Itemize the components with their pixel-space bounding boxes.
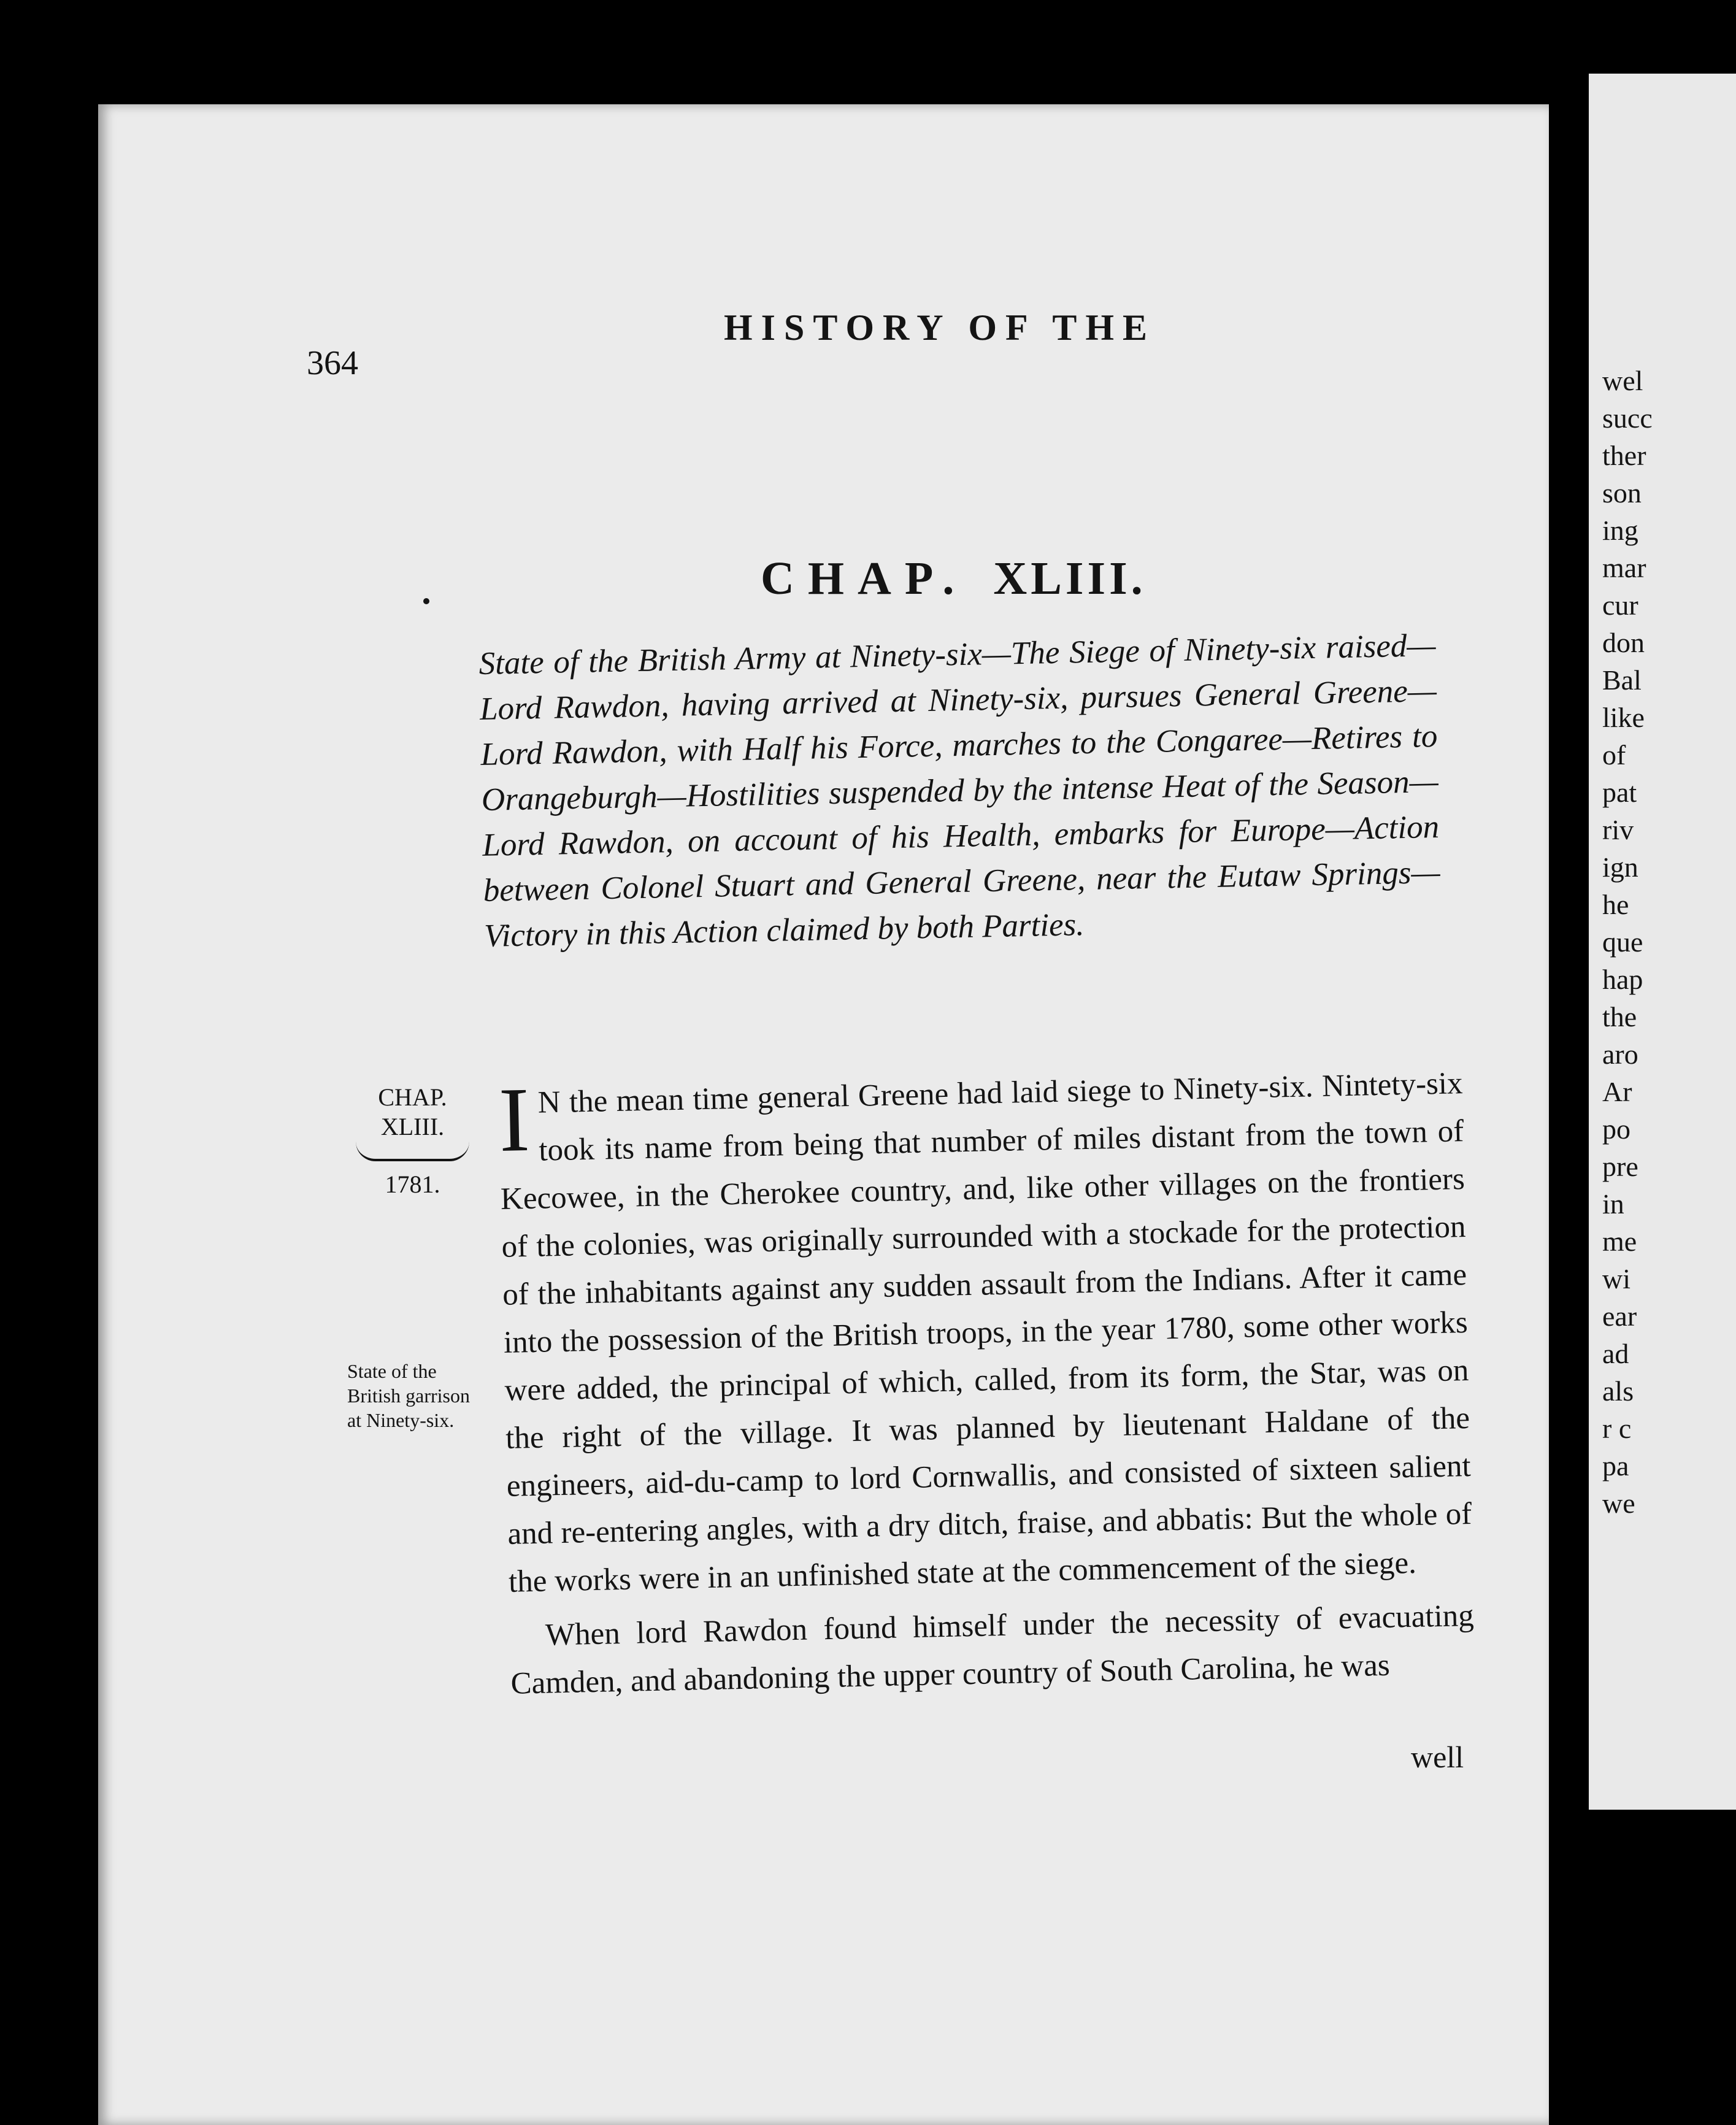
fragment-line: cur bbox=[1602, 590, 1638, 621]
fragment-line: Bal bbox=[1602, 664, 1642, 696]
margin-note: State of the British garrison at Ninety-six. bbox=[347, 1360, 470, 1431]
fragment-line: mar bbox=[1602, 552, 1646, 583]
fragment-line: riv bbox=[1602, 814, 1634, 845]
fragment-line: pre bbox=[1602, 1151, 1638, 1182]
margin-year: 1781. bbox=[385, 1170, 440, 1198]
fragment-line: the bbox=[1602, 1001, 1637, 1032]
fragment-line: wi bbox=[1602, 1263, 1630, 1294]
margin-chapter-ref bbox=[344, 1083, 482, 1199]
fragment-line: que bbox=[1602, 926, 1643, 958]
ink-dot bbox=[423, 598, 429, 604]
right-page-text-fragments bbox=[1602, 362, 1653, 1522]
fragment-line: ther bbox=[1602, 440, 1646, 471]
paragraph: IN the mean time general Greene had laid siege to Ninety-six. Nintety-six took its name from being that number of miles distant from the town of Kecowee, in the Cherokee country, and, like other villages on the frontiers of the colonies, was originally surrounded with a stockade for the protection of the inhabitants against any sudden assault from the Indians. After it came into the possession of the British troops, in the year 1780, some other works were added, the principal of which, called, from its form, the Star, was on the right of the village. It was planned by lieutenant Haldane of the engineers, aid-du-camp to lord Cornwallis, and consisted of sixteen salient and re-entering angles, with a dry ditch, fraise, and abbatis: But the whole of the works were in an unfinished state at the commencement of the siege. bbox=[497, 1066, 1472, 1599]
chapter-heading bbox=[761, 552, 1146, 605]
fragment-line: he bbox=[1602, 889, 1629, 920]
fragment-line: wel bbox=[1602, 365, 1643, 396]
body-text bbox=[498, 1059, 1475, 1708]
fragment-line: ear bbox=[1602, 1301, 1637, 1332]
fragment-line: pa bbox=[1602, 1450, 1629, 1481]
brace-mark bbox=[356, 1142, 469, 1161]
fragment-line: succ bbox=[1602, 402, 1653, 434]
fragment-line: me bbox=[1602, 1226, 1637, 1257]
page-number: 364 bbox=[307, 344, 358, 382]
catchword: well bbox=[1411, 1740, 1464, 1774]
chapter-numeral: XLIII. bbox=[993, 553, 1146, 604]
chapter-label: CHAP. bbox=[761, 553, 968, 604]
margin-chap-numeral: XLIII. bbox=[380, 1113, 445, 1140]
fragment-line: po bbox=[1602, 1113, 1630, 1145]
fragment-line: r c bbox=[1602, 1413, 1632, 1444]
fragment-line: we bbox=[1602, 1488, 1635, 1519]
fragment-line: of bbox=[1602, 739, 1626, 770]
fragment-line: son bbox=[1602, 477, 1642, 509]
chapter-summary: State of the British Army at Ninety-six—The Siege of Ninety-six raised—Lord Rawdon, having arrived at Ninety-six, pursues General Greene—Lord Rawdon, with Half his Force, marches to the Congaree—Retires to Orangeburgh—Hostilities suspended by the intense Heat of the Season—Lord Rawdon, on account of his Health, embarks for Europe—Action between Colonel Stuart and General Greene, near the Eutaw Springs—Victory in this Action claimed by both Parties. bbox=[478, 628, 1441, 954]
paragraph: When lord Rawdon found himself under the necessity of evacuating Camden, and abandoning the upper country of South Carolina, he was bbox=[510, 1598, 1475, 1701]
fragment-line: Ar bbox=[1602, 1076, 1632, 1107]
margin-chap-label: CHAP. bbox=[378, 1083, 447, 1111]
fragment-line: hap bbox=[1602, 964, 1643, 995]
fragment-line: ing bbox=[1602, 515, 1638, 546]
fragment-line: like bbox=[1602, 702, 1645, 733]
fragment-line: don bbox=[1602, 627, 1645, 658]
fragment-line: ad bbox=[1602, 1338, 1629, 1369]
fragment-line: ign bbox=[1602, 851, 1638, 883]
fragment-line: pat bbox=[1602, 777, 1637, 808]
fragment-line: als bbox=[1602, 1375, 1634, 1407]
fragment-line: in bbox=[1602, 1188, 1624, 1220]
running-head: HISTORY OF THE bbox=[724, 307, 1156, 348]
fragment-line: aro bbox=[1602, 1039, 1638, 1070]
